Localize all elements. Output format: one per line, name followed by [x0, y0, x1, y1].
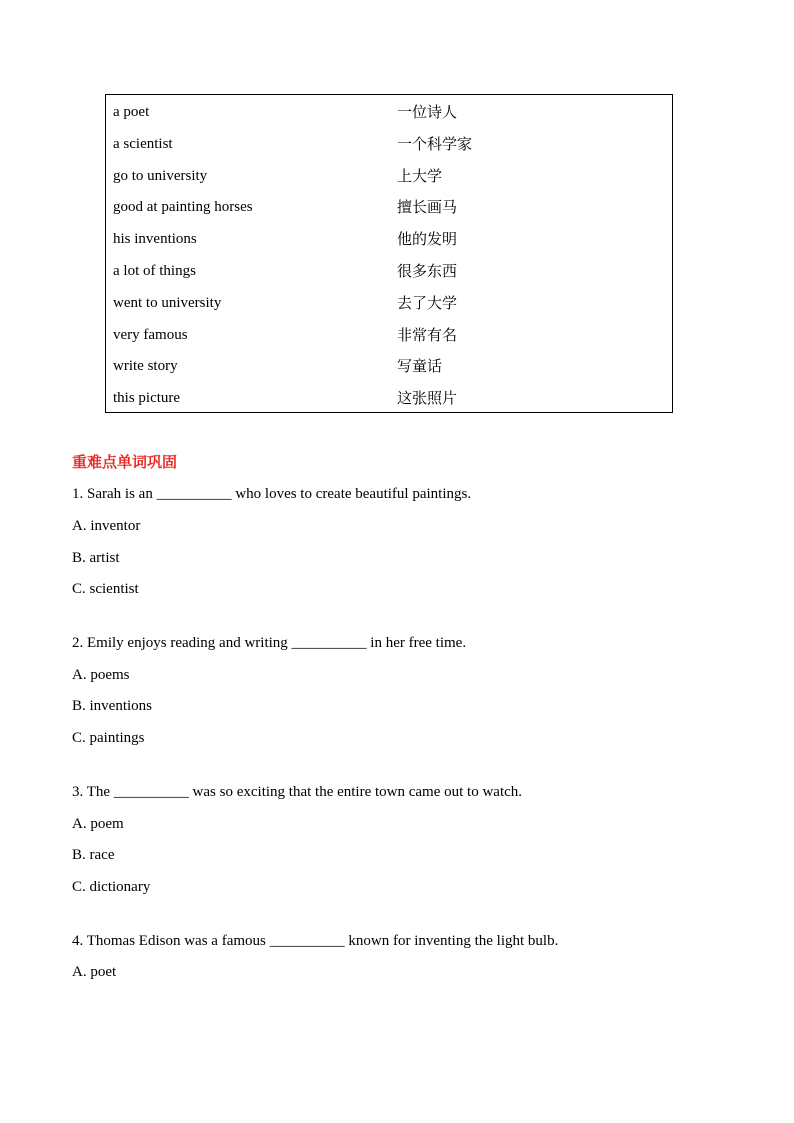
- question-stem: 4. Thomas Edison was a famous __________ known for inventing the light bulb.: [72, 932, 559, 949]
- question-list: [72, 483, 752, 1015]
- question-stem: 1. Sarah is an __________ who loves to create beautiful paintings.: [72, 486, 472, 502]
- vocabulary-table: [105, 94, 673, 413]
- vocab-chinese: 这张照片: [397, 389, 458, 408]
- vocab-chinese: 上大学: [397, 166, 443, 185]
- answer-option: B. inventions: [72, 698, 153, 715]
- vocab-english: a scientist: [113, 135, 173, 152]
- answer-option: B. race: [72, 847, 115, 864]
- vocab-row: [106, 383, 672, 415]
- question-item: [72, 632, 752, 749]
- vocab-chinese: 去了大学: [397, 293, 458, 312]
- vocab-english: this picture: [113, 390, 181, 407]
- answer-option: A. poet: [72, 964, 117, 981]
- answer-option: C. dictionary: [72, 879, 151, 896]
- vocab-english: a poet: [113, 104, 150, 120]
- vocab-chinese: 一个科学家: [397, 134, 473, 153]
- answer-option: C. paintings: [72, 730, 145, 747]
- vocab-chinese: 擅长画马: [397, 198, 458, 217]
- vocab-row: [106, 192, 672, 224]
- vocab-english: very famous: [113, 326, 188, 343]
- answer-option: C. scientist: [72, 581, 139, 598]
- answer-option: A. inventor: [72, 517, 141, 534]
- vocab-row: [106, 129, 672, 161]
- vocab-english: went to university: [113, 294, 222, 311]
- vocab-row: [106, 288, 672, 320]
- question-stem: 3. The __________ was so exciting that the entire town came out to watch.: [72, 783, 523, 800]
- vocab-english: write story: [113, 358, 178, 375]
- vocab-english: a lot of things: [113, 262, 196, 279]
- question-item: [72, 483, 752, 600]
- vocab-row: [106, 320, 672, 352]
- vocab-chinese: 写童话: [397, 357, 443, 376]
- section-title: 重难点单词巩固: [72, 453, 178, 471]
- vocab-chinese: 一位诗人: [397, 103, 458, 121]
- vocab-row: [106, 351, 672, 383]
- vocab-english: his inventions: [113, 231, 197, 248]
- vocab-chinese: 很多东西: [397, 261, 458, 280]
- question-item: [72, 930, 752, 984]
- vocab-chinese: 他的发明: [397, 230, 458, 249]
- vocab-english: good at painting horses: [113, 199, 253, 216]
- vocab-row: [106, 224, 672, 256]
- answer-option: B. artist: [72, 549, 120, 566]
- vocab-chinese: 非常有名: [397, 325, 458, 344]
- vocab-english: go to university: [113, 167, 208, 184]
- question-stem: 2. Emily enjoys reading and writing __________ in her free time.: [72, 634, 467, 651]
- vocab-row: [106, 161, 672, 193]
- answer-option: A. poems: [72, 666, 130, 683]
- answer-option: A. poem: [72, 815, 124, 832]
- vocab-row: [106, 97, 672, 129]
- question-item: [72, 781, 752, 898]
- vocab-row: [106, 256, 672, 288]
